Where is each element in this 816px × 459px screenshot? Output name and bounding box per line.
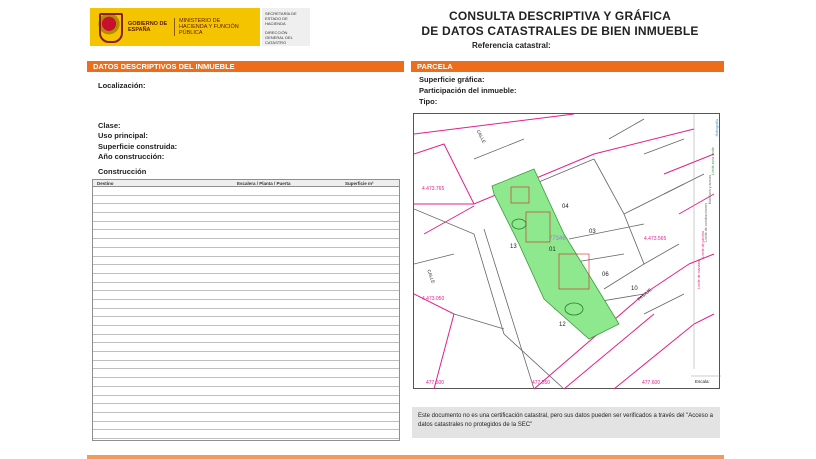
bottom-rule [87,455,724,459]
column-superficie: Superficie m² [345,181,374,186]
table-row [93,265,399,274]
coord-label: 4.473.565 [644,236,667,242]
secretariat-label: SECRETARÍA DE ESTADO DE HACIENDA [265,11,297,26]
table-row [93,257,399,266]
ministry-label: MINISTERIO DE HACIENDA Y FUNCIÓN PÚBLICA [174,18,244,36]
government-logo [90,8,260,46]
section-heading-inmueble: DATOS DESCRIPTIVOS DEL INMUEBLE [87,61,404,72]
page-title-line1: CONSULTA DESCRIPTIVA Y GRÁFICA [448,9,671,23]
section-heading-parcela: PARCELA [411,61,724,72]
table-row [93,291,399,300]
table-row [93,317,399,326]
table-row [93,343,399,352]
table-row [93,248,399,257]
street-label: PASAJE [636,287,653,302]
column-escalera: Escalera / Planta / Puerta [237,181,291,186]
table-row [93,361,399,370]
table-row [93,300,399,309]
legend-item: Mobiliario y aceras [707,175,712,205]
table-row [93,430,399,439]
table-row [93,422,399,431]
map-legend [697,119,719,364]
table-row [93,335,399,344]
table-row [93,404,399,413]
coat-of-arms-icon [96,11,122,43]
parcel-code: 77346 [549,236,566,242]
table-row [93,239,399,248]
table-row [93,204,399,213]
table-body [93,187,399,439]
parcel-number: 04 [562,204,569,210]
coord-label: 477.550 [532,380,551,386]
coord-label: 477.600 [642,380,661,386]
table-row [93,352,399,361]
construccion-label: Construcción [98,167,147,176]
table-row [93,387,399,396]
cadastral-map[interactable] [413,113,720,389]
coord-label: 477.500 [426,380,445,386]
parcel-number: 13 [510,244,517,250]
table-row [93,196,399,205]
localizacion-label: Localización: [98,81,146,90]
coord-label: 4.473.765 [422,186,445,192]
map-drawing [414,114,721,390]
parcel-number: 10 [631,286,638,292]
legend-scale: Escala: [695,379,710,384]
clase-label: Clase: [98,121,121,130]
anio-construccion-label: Año construcción: [98,152,165,161]
superficie-construida-label: Superficie construida: [98,142,178,151]
superficie-grafica-label: Superficie gráfica: [419,75,485,84]
tipo-label: Tipo: [419,97,438,106]
table-row [93,187,399,196]
legend-item: Límite de parcela [700,231,705,258]
parcel-number: 12 [559,322,566,328]
legend-item: Límite zona verde [711,147,715,175]
gov-label: GOBIERNO DE ESPAÑA [128,21,168,33]
table-header [93,180,399,187]
legend-item: Límite de manzana [697,259,701,289]
legend-item: Límite de construcciones [704,203,708,242]
table-row [93,378,399,387]
table-row [93,309,399,318]
directorate-label: DIRECCIÓN GENERAL DEL CATASTRO [265,30,293,45]
table-row [93,283,399,292]
table-row [93,230,399,239]
column-destino: Destino [97,181,114,186]
table-row [93,326,399,335]
table-row [93,274,399,283]
street-label: CALLE [475,129,487,144]
construction-table [92,179,400,441]
table-row [93,396,399,405]
table-row [93,213,399,222]
secretariat-block [262,8,310,46]
parcel-number: 01 [549,247,556,253]
page-title-line2: DE DATOS CATASTRALES DE BIEN INMUEBLE [421,24,699,38]
parcel-number: 03 [589,229,596,235]
street-label: CALLE [426,268,436,285]
table-row [93,369,399,378]
legend-item: Hidrografía [714,119,719,137]
disclaimer-box: Este documento no es una certificación catastral, pero sus datos pueden ser verificados a través del "Acceso a datos catastrales no protegidos de la SEC" [412,407,720,438]
reference-label: Referencia catastral: [472,41,551,50]
table-row [93,413,399,422]
participacion-label: Participación del inmueble: [419,86,517,95]
parcel-number: 06 [602,272,609,278]
uso-principal-label: Uso principal: [98,131,149,140]
coord-label: 4.473.050 [422,296,445,302]
table-row [93,222,399,231]
